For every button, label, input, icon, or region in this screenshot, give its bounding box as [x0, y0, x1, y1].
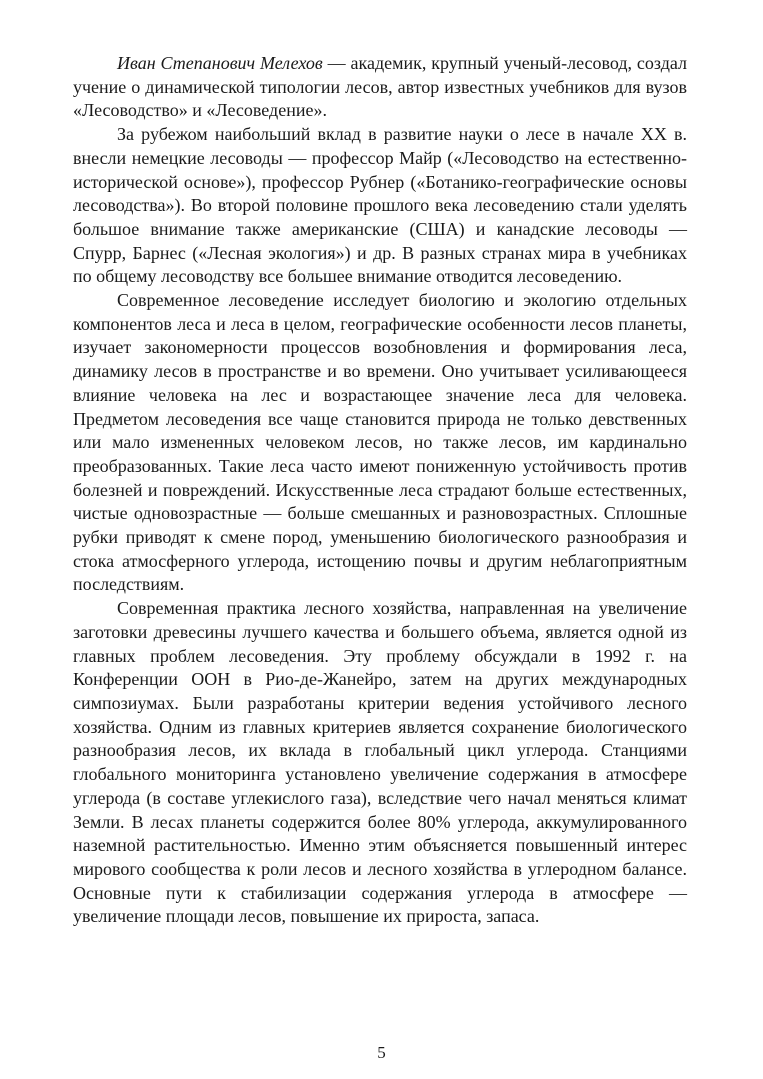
- page-number: 5: [377, 1043, 386, 1062]
- paragraph-modern-forest-science: Современное лесоведение исследует биологию и экологию отдельных компонентов леса и леса в целом, географические особенности лесов планеты, изучает закономерности процессов возобновления и формирования леса, динамику лесов в пространстве и во времени. Оно учитывает усиливающееся влияние человека на лес и возрастающее значение леса для человека. Предметом лесоведения все чаще становится природа не только девственных или мало измененных человеком лесов, но также лесов, им кардинально преобразованных. Такие леса часто имеют пониженную устойчивость против болезней и повреждений. Искусственные леса страдают больше естественных, чистые одновозрастные — больше смешанных и разновозрастных. Сплошные рубки приводят к смене пород, уменьшению биологического разнообразия и стока атмосферного углерода, истощению почвы и другим неблагоприятным последствиям.: [73, 290, 687, 595]
- page-body: [73, 52, 687, 929]
- paragraph-forestry-practice: Современная практика лесного хозяйства, направленная на увеличение заготовки древесины лучшего качества и большего объема, является одной из главных проблем лесоведения. Эту проблему обсуждали в 1992 г. на Конференции ООН в Рио-де-Жанейро, затем на других международных симпозиумах. Были разработаны критерии ведения устойчивого лесного хозяйства. Одним из главных критериев является сохранение биологического разнообразия лесов, их вклада в глобальный цикл углерода. Станциями глобального мониторинга установлено увеличение содержания в атмосфере углерода (в составе углекислого газа), вследствие чего начал меняться климат Земли. В лесах планеты содержится более 80% углерода, аккумулированного наземной растительностью. Именно этим объясняется повышенный интерес мирового сообщества к роли лесов и лесного хозяйства в углеродном балансе. Основные пути к стабилизации содержания углерода в атмосфере — увеличение площади лесов, повышение их прироста, запаса.: [73, 598, 687, 927]
- author-name: Иван Степанович Мелехов: [117, 53, 323, 73]
- paragraph-melekhov: [73, 52, 687, 123]
- paragraph-foreign-contribution: За рубежом наибольший вклад в развитие науки о лесе в начале XX в. внесли немецкие лесоводы — профессор Майр («Лесоводство на естественно-исторической основе»), профессор Рубнер («Ботанико-географические основы лесоводства»). Во второй половине прошлого века лесоведению стали уделять большое внимание также американские (США) и канадские лесоводы — Спурр, Барнес («Лесная экология») и др. В разных странах мира в учебниках по общему лесоводству все большее внимание отводится лесоведению.: [73, 124, 687, 287]
- paragraph-text: — академик, крупный ученый-лесовод, создал учение о динамической типологии лесов, автор известных учебников для вузов «Лесоводство» и «Лесоведение».: [73, 53, 687, 121]
